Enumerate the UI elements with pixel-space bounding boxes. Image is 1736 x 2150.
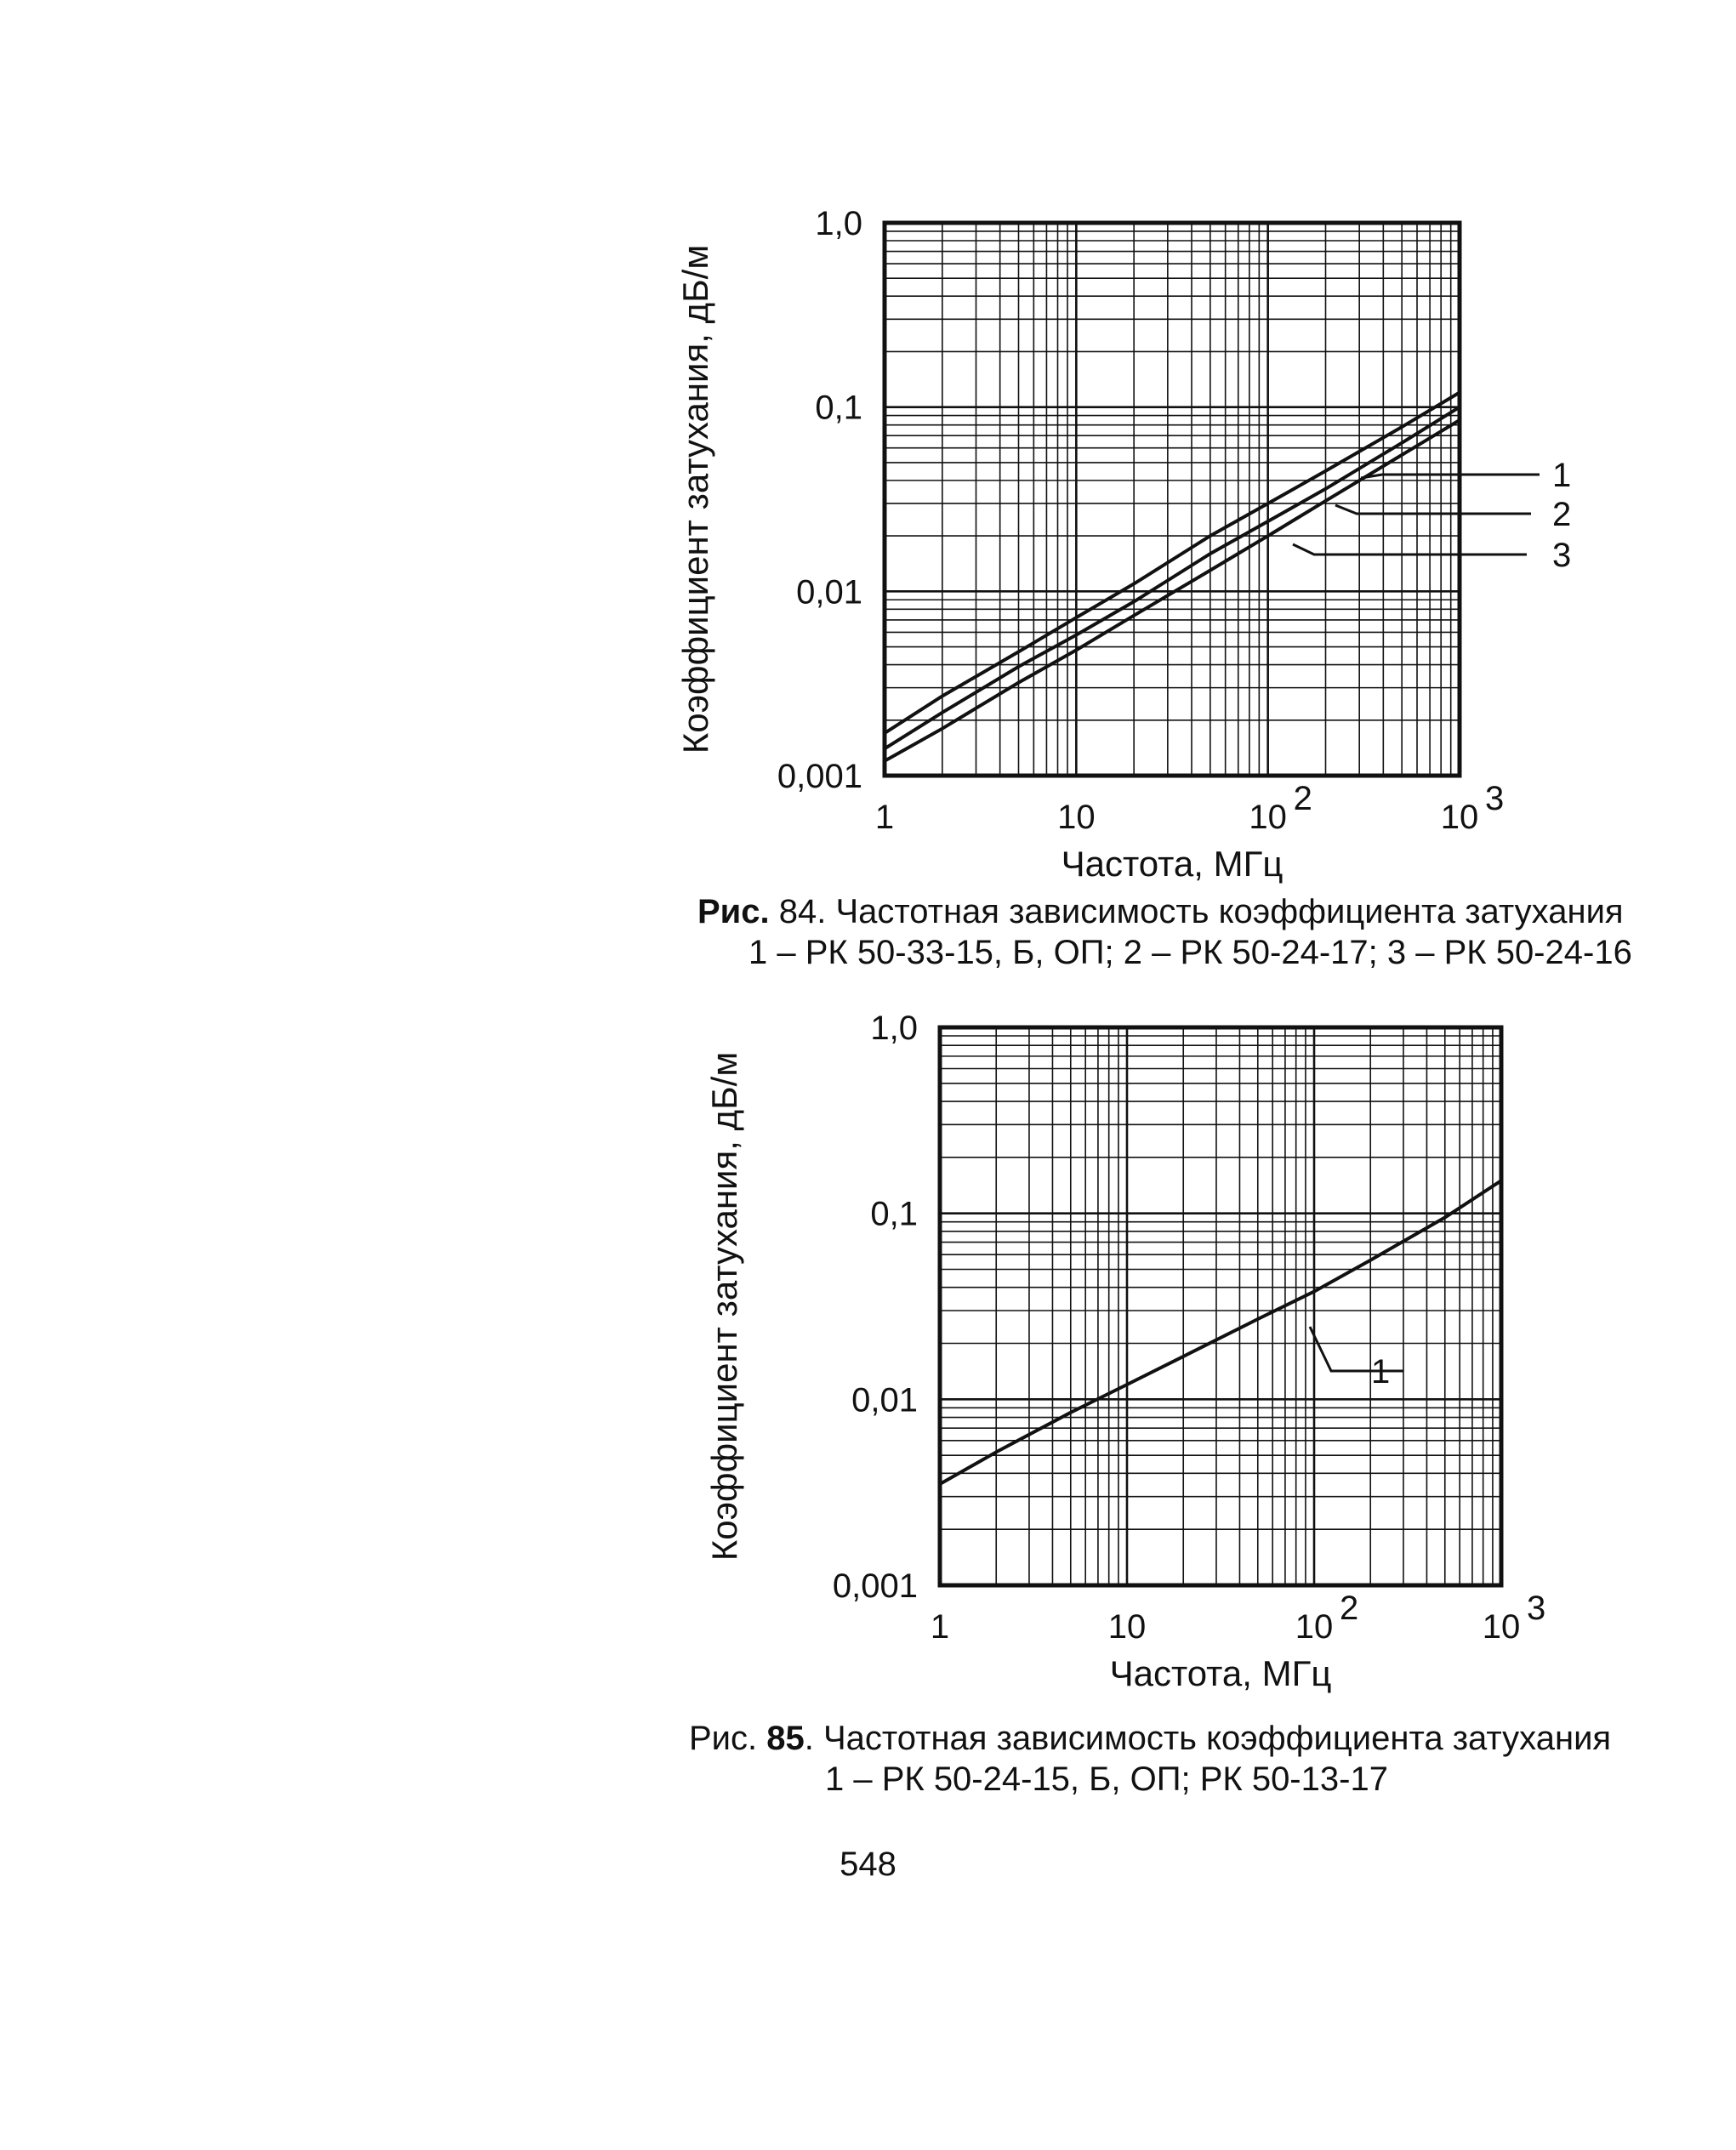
x-tick-exponent: 3 (1485, 780, 1505, 817)
x-tick-label: 1 (874, 799, 895, 836)
figure-85-caption (689, 1718, 1611, 1800)
chart-1 (675, 205, 1571, 884)
y-tick-label: 0,01 (851, 1381, 918, 1419)
x-axis-title: Частота, МГц (1061, 844, 1284, 884)
y-tick-label: 0,1 (815, 389, 862, 427)
series-line-1 (940, 1180, 1501, 1484)
caption-85-legend: 1 – РК 50-24-15, Б, ОП; РК 50-13-17 (825, 1760, 1388, 1798)
series-label-1: 1 (1371, 1353, 1391, 1391)
caption-85-text: . Частотная зависимость коэффициента затухания (804, 1720, 1612, 1757)
series-leader-3 (1293, 544, 1527, 555)
x-tick-label: 10 (1440, 799, 1479, 836)
y-tick-label: 0,001 (777, 758, 862, 795)
page-number: 548 (840, 1846, 896, 1883)
caption-85-prefix: Рис. (689, 1720, 758, 1757)
y-tick-label: 0,1 (870, 1195, 918, 1233)
caption-85-number: 85 (766, 1720, 805, 1757)
x-tick-exponent: 2 (1340, 1590, 1359, 1627)
x-tick-label: 10 (1057, 799, 1096, 836)
figure-84-caption (697, 891, 1632, 973)
y-axis-title: Коэффициент затухания, дБ/м (675, 244, 715, 754)
y-tick-label: 1,0 (870, 1010, 918, 1047)
x-tick-label: 10 (1482, 1608, 1521, 1646)
x-axis-title: Частота, МГц (1109, 1653, 1332, 1693)
chart-2 (704, 1010, 1545, 1693)
caption-84-text: . Частотная зависимость коэффициента затухания (817, 893, 1624, 930)
y-axis-title: Коэффициент затухания, дБ/м (704, 1051, 744, 1561)
plot-frame (940, 1027, 1501, 1585)
x-tick-exponent: 2 (1293, 780, 1312, 817)
series-leader-2 (1335, 505, 1531, 514)
caption-84-legend: 1 – РК 50-33-15, Б, ОП; 2 – РК 50-24-17; 3 – РК 50-24-16 (748, 934, 1632, 971)
plot-frame (885, 223, 1460, 776)
series-label-1: 1 (1552, 457, 1572, 494)
caption-84-number: 84 (778, 893, 817, 930)
series-label-2: 2 (1552, 496, 1572, 533)
series-line-1 (885, 393, 1460, 734)
y-tick-label: 1,0 (815, 205, 862, 242)
series-line-2 (885, 407, 1460, 749)
x-tick-label: 10 (1249, 799, 1287, 836)
y-tick-label: 0,001 (832, 1567, 918, 1605)
x-tick-label: 10 (1295, 1608, 1334, 1646)
x-tick-exponent: 3 (1527, 1590, 1546, 1627)
x-tick-label: 1 (930, 1608, 950, 1646)
y-tick-label: 0,01 (796, 573, 862, 611)
series-label-3: 3 (1552, 537, 1572, 574)
x-tick-label: 10 (1107, 1608, 1147, 1646)
caption-84-prefix: Рис. (697, 893, 770, 930)
